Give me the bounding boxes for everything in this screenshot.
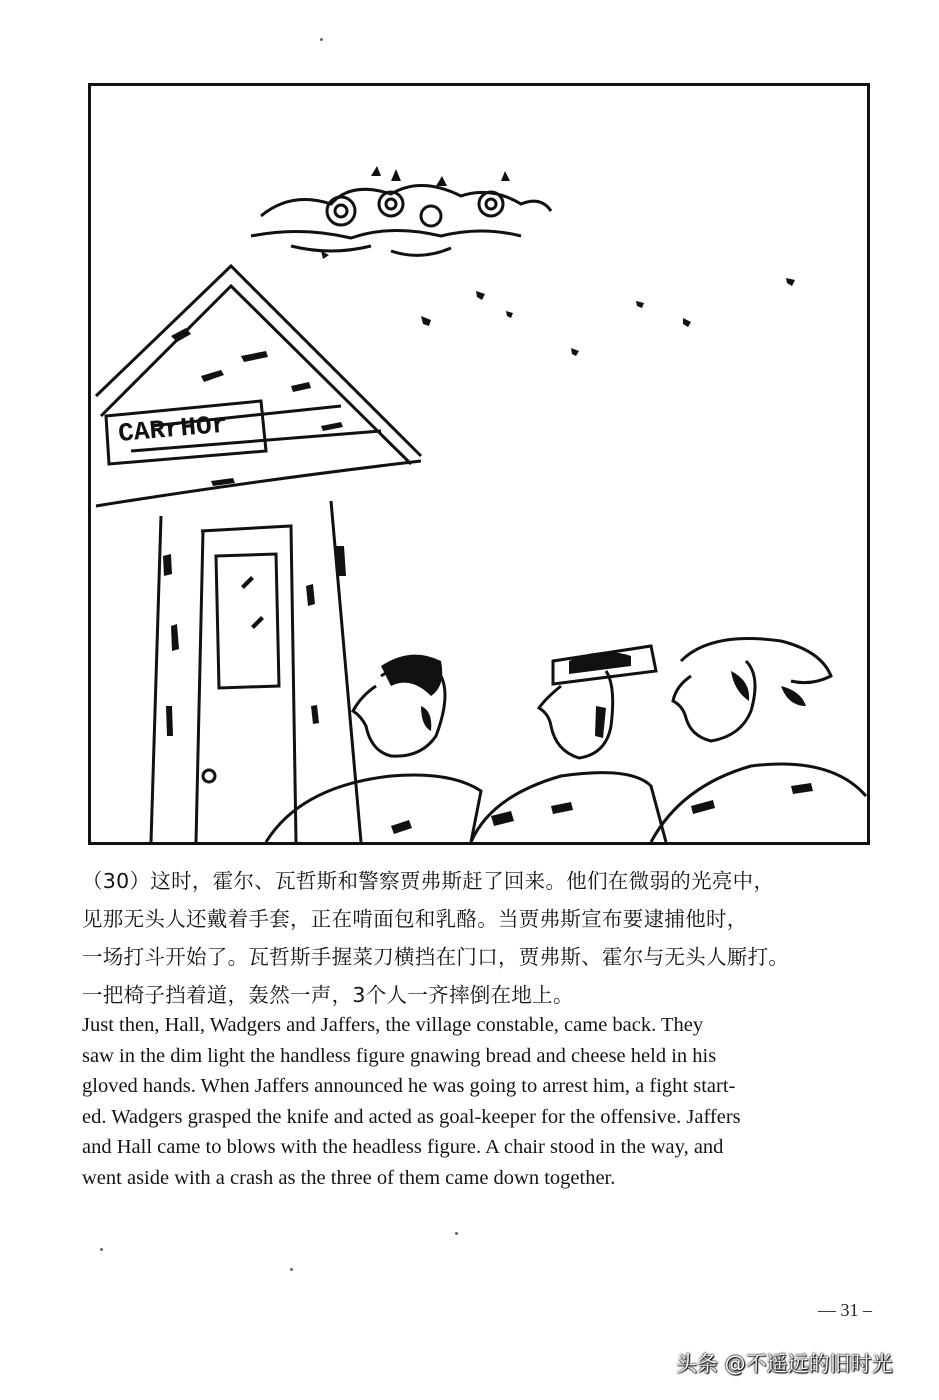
- scan-speck: [290, 1268, 293, 1271]
- house-shading: [163, 328, 346, 736]
- scan-speck: [455, 1232, 458, 1235]
- english-caption: Just then, Hall, Wadgers and Jaffers, the village constable, came back. They saw in the dim light the handless figure gnawing bread and cheese held in his gloved hands. When Jaffers announced he was going to arrest him, a fight start- ed. Wadgers grasped the knife and acted as goal-keeper for the offensive. Jaffers and Hall came to blows with the headless figure. A chair stood in the way, and went aside with a crash as the three of them came down together.: [82, 1014, 741, 1189]
- three-men: [266, 639, 866, 843]
- scan-speck: [320, 38, 323, 41]
- scan-speck: [100, 1248, 103, 1251]
- flying-birds: [421, 278, 795, 356]
- cartoon-illustration: [91, 86, 867, 842]
- inn-sign: CARrHOr: [117, 409, 229, 449]
- chinese-caption: （30）这时，霍尔、瓦哲斯和警察贾弗斯赶了回来。他们在微弱的光亮中， 见那无头人还戴着手套，正在啃面包和乳酪。当贾弗斯宣布要逮捕他时， 一场打斗开始了。瓦哲斯手握菜刀横挡在门口，贾弗斯、霍尔与无头人厮打。 一把椅子挡着道，轰然一声，3个人一齐摔倒在地上。: [82, 869, 790, 1007]
- house: [96, 266, 421, 842]
- page-number: — 31 –: [818, 1300, 872, 1320]
- clouds: [251, 185, 551, 255]
- watermark: 头条 @不遥远的旧时光: [676, 1352, 893, 1376]
- illustration-panel: [88, 83, 870, 845]
